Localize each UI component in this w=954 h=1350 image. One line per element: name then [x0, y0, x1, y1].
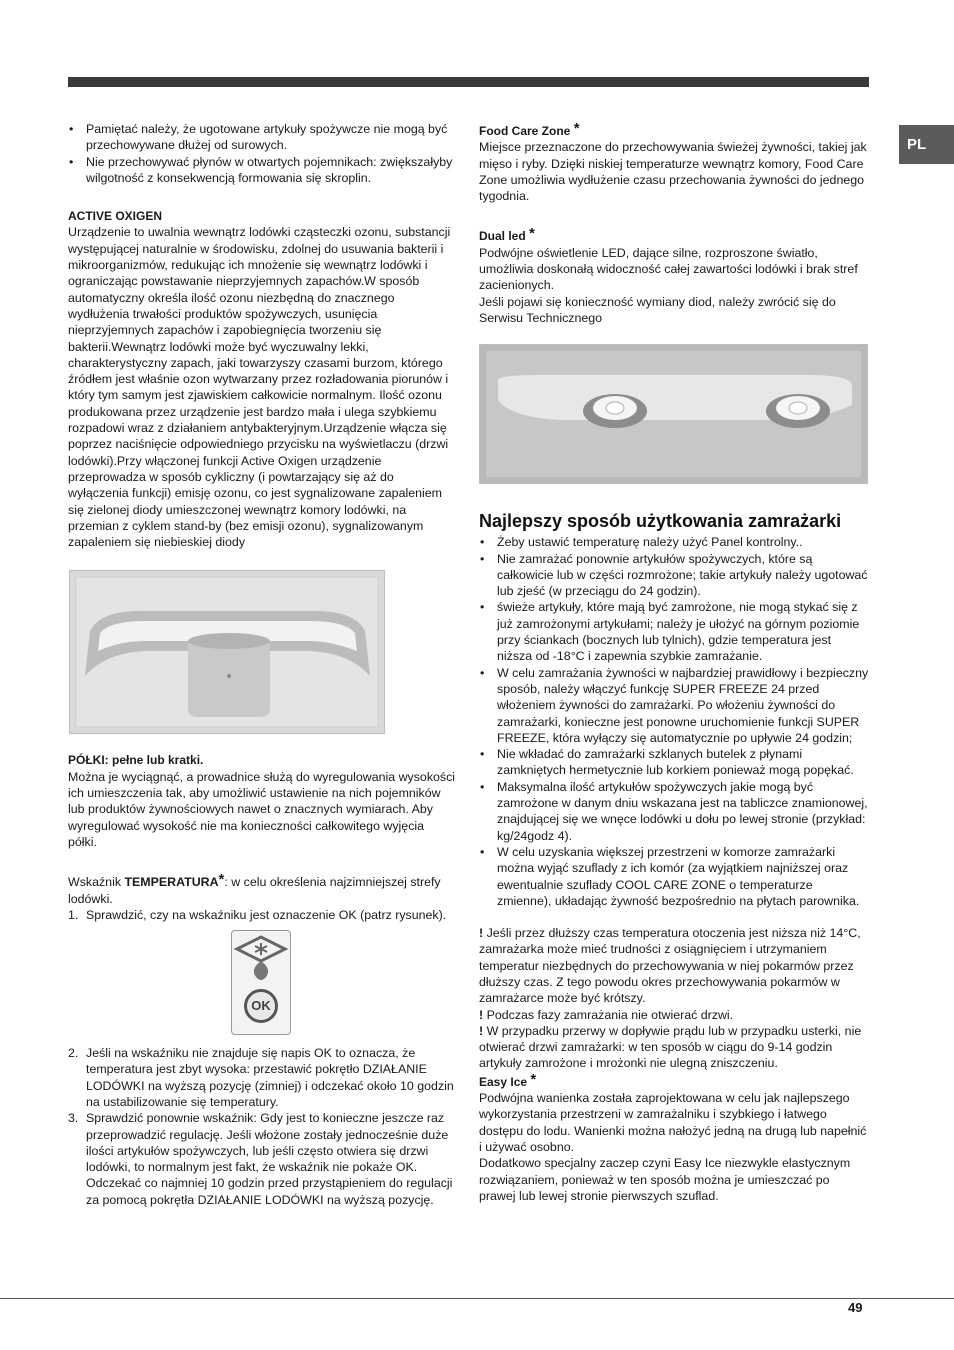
freezer-bullet-list — [479, 534, 869, 909]
dual-led-service-text: Jeśli pojawi się konieczność wymiany diod, należy zwrócić się do Serwisu Technicznego — [479, 294, 836, 325]
asterisk: * — [530, 1070, 537, 1088]
led-lamps-illustration — [480, 345, 867, 483]
list-item: • Nie wkładać do zamrażarki szklanych butelek z płynami zamkniętych hermetycznie lub korkiem ponieważ mogą popękać. — [479, 746, 869, 779]
list-item: • Maksymalna ilość artykułów spożywczych jakie mogą być zamrożone w danym dniu wskazana jest na tabliczce znamionowej, znajdującej się we wnęce lodówki u dołu po lewej stronie (przykład: kg/24godz 4). — [479, 779, 869, 844]
temperature-indicator — [231, 930, 291, 1035]
step-text: Jeśli na wskaźniku nie znajduje się napis OK to oznacza, że temperatura jest zbyt wysoka: przestawić pokrętło DZIAŁANIE LODÓWKI na wyższą pozycję (zimniej) i odczekać około 10 godzin na ustabilizowanie się temperatury. — [86, 1046, 454, 1109]
heading-text: Dual led — [479, 229, 526, 244]
asterisk: * — [573, 120, 580, 137]
temperature-steps-list-cont — [68, 1045, 456, 1208]
right-column — [479, 121, 869, 1204]
warning-mark: ! — [479, 1023, 484, 1038]
heading-text: Food Care Zone — [479, 124, 571, 138]
warning-text: W przypadku przerwy w dopływie prądu lub w przypadku usterki, nie otwierać drzwi zamrażarki: w ten sposób w ciągu do 9-14 godzin artykuły zamrożone i mrożonki nie ulegną zniszczeniu. — [479, 1023, 862, 1071]
easy-ice-text: Podwójna wanienka została zaprojektowana w celu jak najlepszego wykorzystania przestrzeni w zamrażalniku i szybkiego i łatwego dostępu do lodu. Wanienki można nałożyć jedną na drugą lub napełnić i używać osobno. — [479, 1091, 867, 1154]
left-column — [68, 121, 456, 1208]
step-number: 3. — [68, 1111, 79, 1126]
warning-text: Jeśli przez dłuższy czas temperatura otoczenia jest niższa niż 14°C, zamrażarka może mieć trudności z osiągnięciem i utrzymaniem temperatur niezbędnych do przechowywania w niej pokarmów przez dłuższy czas. Z tego powodu okres przechowywania pokarmów w zamrażarce może być krótszy. — [479, 926, 861, 1006]
food-care-zone-heading — [479, 121, 869, 139]
footer-rule — [0, 1298, 954, 1299]
shelves-text: Można je wyciągnąć, a prowadnice służą do wyregulowania wysokości ich umieszczenia tak, aby umożliwić ustawienie na nich pojemników lub produktów żywnościowych nawet o znacznych wymiarach. Aby wyregulować wysokość nie ma konieczności całkowitego wyjęcia półki. — [68, 769, 456, 849]
shelf-photo — [69, 570, 385, 734]
dual-led-heading — [479, 226, 869, 244]
list-item: • W celu zamrażania żywności w najbardziej prawidłowy i bezpieczny sposób, należy włączyć funkcję SUPER FREEZE 24 przed włożeniem żywności do zamrażarki. Po włożeniu żywności do zamrażarki, konieczne jest ponowne uruchomienie funkcji SUPER FREEZE, która wyłączy się automatycznie po upływie 24 godzin; — [479, 665, 869, 746]
list-item: • Nie zamrażać ponownie artykułów spożywczych, które są całkowicie lub w części rozmrożone; takie artykuły należy ugotować lub zjeść (w przeciągu do 24 godzin). — [479, 551, 869, 600]
easy-ice-heading — [479, 1072, 869, 1090]
warning-mark: ! — [479, 1007, 484, 1022]
heading-text: Easy Ice — [479, 1074, 528, 1089]
temp-prefix: Wskaźnik — [68, 875, 125, 890]
shelf-illustration — [70, 571, 384, 733]
list-item: • świeże artykuły, które mają być zamrożone, nie mogą stykać się z już zamrożonymi artykułami; należy je ułożyć na górnym poziomie przy ściankach (bocznych lub tylnich), gdzie temperatura jest niższa od -18°C i zapewnia szybkie zamrażanie. — [479, 599, 869, 664]
list-item: • Żeby ustawić temperaturę należy użyć Panel kontrolny.. — [479, 534, 869, 550]
temp-keyword: TEMPERATURA — [124, 875, 219, 890]
freezer-section-title: Najlepszy sposób użytkowania zamrażarki — [479, 511, 842, 532]
temp-suffix: : w celu określenia najzimniejszej strefy lodówki. — [68, 875, 441, 906]
list-item — [68, 1110, 456, 1208]
ok-label: OK — [244, 989, 278, 1023]
list-item: • Pamiętać należy, że ugotowane artykuły spożywcze nie mogą być przechowywane dłużej od surowych. — [68, 121, 456, 154]
list-item — [68, 1045, 456, 1110]
temperature-steps-list — [68, 907, 456, 923]
header-rule — [68, 77, 869, 87]
easy-ice-text-2: Dodatkowo specjalny zaczep czyni Easy Ice niezwykle elastycznym rozwiązaniem, ponieważ w ten sposób można je umieszczać po prawej lub lewej stronie pierwszych szuflad. — [479, 1156, 851, 1203]
warning-note — [479, 1007, 869, 1023]
warning-text: Podczas fazy zamrażania nie otwierać drzwi. — [483, 1007, 734, 1022]
step-text: Sprawdzić ponownie wskaźnik: Gdy jest to konieczne jeszcze raz przeprowadzić regulację. Jeśli włożone zostały jednocześnie duże ilości artykułów spożywczych, lub jeśli często otwiera się drzwi lodówki, to normalnym jest fakt, że wskaźnik nie pokaże OK. Odczekać co najmniej 10 godzin przed przystąpieniem do regulacji za pomocą pokrętła DZIAŁANIE LODÓWKI na wyższą pozycję. — [86, 1111, 453, 1207]
page-number: 49 — [848, 1300, 863, 1315]
warning-note — [479, 925, 869, 1006]
step-number: 2. — [68, 1046, 79, 1061]
intro-bullet-list — [68, 121, 456, 186]
language-tab: PL — [899, 125, 954, 164]
food-care-zone-text: Miejsce przeznaczone do przechowywania świeżej żywności, takiej jak mięso i ryby. Dzięki niskiej temperaturze wewnątrz komory, Food Care Zone umożliwia wydłużenie czasu przechowania żywności do jednego tygodnia. — [479, 140, 867, 204]
asterisk: * — [529, 225, 535, 243]
list-item — [68, 907, 456, 923]
shelves-heading: PÓŁKI: pełne lub kratki. — [68, 753, 204, 768]
list-item: • Nie przechowywać płynów w otwartych pojemnikach: zwiększałyby wilgotność z konsekwencją formowania się skroplin. — [68, 154, 456, 187]
active-oxigen-heading: ACTIVE OXIGEN — [68, 209, 163, 224]
dual-led-text: Podwójne oświetlenie LED, dające silne, rozproszone światło, umożliwia doskonałą widoczność całej zawartości lodówki i brak stref zacienionych. — [479, 245, 858, 293]
warning-note — [479, 1023, 869, 1072]
active-oxigen-text: Urządzenie to uwalnia wewnątrz lodówki cząsteczki ozonu, substancji występującej naturalnie w środowisku, zdolnej do usuwania bakterii i mikroorganizmów, redukując ich mnożenie się wewnątrz lodówki i ograniczając powstawanie nieprzyjemnych zapachów.W sposób automatyczny określa ilość ozonu niezbędną do znacznego wydłużenia trwałości produktów spożywczych, usunięcia nieprzyjemnych zapachów i zapobiegnięcia tworzeniu się bakterii.Wewnątrz lodówki może być wyczuwalny lekki, charakterystyczny zapach, jaki towarzyszy czasami burzom, którego źródłem jest właśnie ozon wytwarzany przez rozładowania piorunów i który tym samym jest zjawiskiem całkowicie normalnym. Ilość ozonu produkowana przez urządzenie jest bardzo mała i ulega szybkiemu rozpadowi wraz z działaniem antybakteryjnym.Urządzenie włącza się poprzez naciśnięcie odpowiedniego przycisku na wyświetlaczu (drzwi lodówki).Przy włączonej funkcji Active Oxigen urządzenie przeprowadza w sposób cykliczny (i powtarzający się aż do wyłączenia funkcji) emisję ozonu, co jest sygnalizowane zapaleniem się zielonej diody umieszczonej wewnątrz komory lodówki, na przemian z cyklem stand-by (bez emisji ozonu), sygnalizowanym zapaleniem się niebieskiej diody — [68, 225, 451, 550]
step-number: 1. — [68, 907, 79, 922]
dual-led-photo — [479, 344, 868, 484]
step-text: Sprawdzić, czy na wskaźniku jest oznaczenie OK (patrz rysunek). — [86, 907, 447, 922]
snowflake-drop-icon — [232, 931, 290, 986]
list-item: • W celu uzyskania większej przestrzeni w komorze zamrażarki można wyjąć szuflady z ich komór (za wyjątkiem najniższej oraz ewentualnie szuflady COOL CARE ZONE o temperaturze zmienne), układając żywność bezpośrednio na płytach parownika. — [479, 844, 869, 909]
asterisk: * — [218, 871, 225, 889]
warning-mark: ! — [479, 926, 484, 941]
temperature-indicator-intro — [68, 872, 456, 907]
